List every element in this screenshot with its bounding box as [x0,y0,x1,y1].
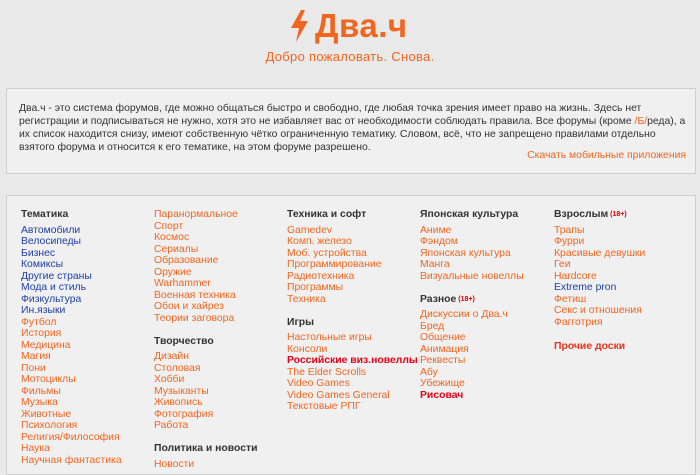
site-logo[interactable] [287,4,408,48]
board-link[interactable]: Велосипеды [21,236,82,247]
board-link[interactable]: Секс и отношения [554,305,642,316]
category-title [21,209,122,221]
board-link[interactable]: Анимация [420,343,469,355]
board-link[interactable]: Мотоциклы [21,374,76,385]
board-link[interactable]: Программы [287,282,344,293]
board-link[interactable]: Музыка [21,397,58,408]
age-badge: (18+) [458,295,475,303]
board-link[interactable]: Красивые девушки [554,247,646,259]
board-link[interactable]: Хобби [154,374,185,385]
board-link[interactable]: Фильмы [21,385,61,397]
board-link[interactable]: Геи [554,259,571,270]
category-title-text: Взрослым [554,209,609,220]
board-link[interactable]: Бизнес [21,247,56,259]
category-title-text: Политика и новости [154,443,258,454]
category-title [287,209,418,221]
category-title-text: Разное [420,293,457,305]
section-spacer [420,282,524,294]
board-link[interactable]: Новости [154,458,195,470]
category-title-text: Творчество [154,335,214,347]
section-spacer [287,305,418,317]
board-link[interactable]: Фотография [154,408,214,420]
intro-text-part1: Два.ч - это система форумов, где можно общаться быстро и свободно, где любая точка зрения имеет право на жизнь. Здесь нет регистрации и подписываться не нужно, хотя это не избавляет вас от необходимости соблюдать правила. Все форумы (кроме [19,103,642,127]
board-link[interactable]: Другие страны [21,270,92,282]
category-title [154,443,258,455]
board-link[interactable]: Манга [420,259,450,270]
board-link[interactable]: Паранормальное [154,209,238,220]
category-title-text: Техника и софт [287,209,367,220]
board-link[interactable]: Живопись [154,397,203,408]
board-link[interactable]: История [21,328,62,339]
board-link[interactable]: Пони [21,362,46,374]
board-link[interactable]: Медицина [21,339,71,351]
board-link[interactable]: Ин.языки [21,305,66,316]
category-title [420,294,524,306]
board-link[interactable]: Дискуссии о Два.ч [420,309,508,320]
board-link[interactable]: Рисовач [420,389,464,401]
board-link[interactable]: Текстовые РПГ [287,401,361,412]
board-link[interactable]: Радиотехника [287,270,355,282]
board-link[interactable]: Консоли [287,343,328,355]
site-header [0,0,700,90]
b-board-link[interactable]: /Б/ [634,116,648,127]
category-title [154,336,258,348]
section-spacer [154,432,258,444]
board-link[interactable]: Gamedev [287,224,333,236]
intro-panel [6,88,696,174]
board-link[interactable]: Наука [21,443,50,454]
board-link[interactable]: Научная фантастика [21,454,122,466]
board-link[interactable]: Hardcore [554,270,597,282]
board-link[interactable]: Фэндом [420,236,458,247]
board-link[interactable]: Дизайн [154,351,189,362]
category-title [554,209,645,221]
board-link[interactable]: Фурри [554,236,585,247]
board-link[interactable]: Оружие [154,266,192,278]
board-link[interactable]: Военная техника [154,289,236,301]
section-spacer [154,324,258,336]
board-link[interactable]: The Elder Scrolls [287,366,367,378]
board-link[interactable]: Общение [420,332,466,343]
board-link[interactable]: Животные [21,408,72,420]
board-link[interactable]: Бред [420,320,445,332]
board-link[interactable]: Video Games [287,378,350,389]
board-link[interactable]: Работа [154,420,189,431]
board-link[interactable]: Моб. устройства [287,247,367,259]
mobile-apps-link[interactable]: Скачать мобильные приложения [527,150,686,161]
tagline: Добро пожаловать. Снова. [265,49,435,64]
board-link[interactable]: Спорт [154,220,184,232]
board-link[interactable]: Футбол [21,316,57,328]
board-column-3 [287,209,418,413]
board-link[interactable]: Сериалы [154,243,199,255]
board-link[interactable]: Визуальные новеллы [420,270,524,282]
category-title-text: Японская культура [420,209,519,220]
board-link[interactable]: Трапы [554,224,585,236]
board-link[interactable]: Убежище [420,378,465,389]
logo-text: Два.ч [315,7,408,44]
board-link[interactable]: Техника [287,293,326,305]
board-column-4 [420,209,524,401]
board-link[interactable]: Warhammer [154,278,211,289]
board-link[interactable]: Фетиш [554,293,587,305]
board-link[interactable]: Физкультура [21,293,82,305]
board-column-1 [21,209,122,466]
board-link[interactable]: Обои и хайрез [154,301,224,312]
board-link[interactable]: Комп. железо [287,236,352,247]
board-link[interactable]: Японская культура [420,247,511,259]
intro-text [19,102,689,154]
board-link[interactable]: Космос [154,232,190,243]
board-link[interactable]: Фагготрия [554,316,603,328]
category-title [420,209,524,221]
board-link[interactable]: Аниме [420,224,452,236]
category-title [287,317,418,329]
board-link[interactable]: Комиксы [21,259,64,270]
age-badge: (18+) [610,211,627,218]
board-link[interactable]: Образование [154,255,219,266]
board-link[interactable]: Мода и стиль [21,282,86,293]
board-link[interactable]: Психология [21,420,78,431]
board-link[interactable]: Абу [420,366,438,378]
lightning-bolt-icon [287,9,311,43]
category-title-text: Игры [287,316,315,328]
category-title-text: Тематика [21,209,69,220]
board-column-5 [554,209,645,353]
board-link[interactable]: Extreme pron [554,282,617,293]
board-link[interactable]: Российские виз.новеллы [287,355,418,366]
board-link[interactable]: Столовая [154,362,201,374]
board-link[interactable]: Теории заговора [154,312,235,324]
intro-text-part2: реда), а их список находится снизу, имеют собственную чётко ограниченную тематику. Словом, всё, что не запрещено правилами отдельно взятого форума и относится к его тематике, на этом форуме разрешено. [19,116,686,153]
board-link[interactable]: Музыканты [154,385,209,397]
board-link[interactable]: Религия/Философия [21,431,120,443]
board-column-2 [154,209,258,470]
board-link[interactable]: Video Games General [287,389,390,401]
board-link[interactable]: Магия [21,351,51,362]
board-link[interactable]: Настольные игры [287,332,372,343]
boards-panel [6,195,696,475]
other-boards-link[interactable]: Прочие доски [554,341,626,352]
board-link[interactable]: Реквесты [420,355,466,366]
board-link[interactable]: Автомобили [21,224,81,236]
board-link[interactable]: Программирование [287,259,382,270]
